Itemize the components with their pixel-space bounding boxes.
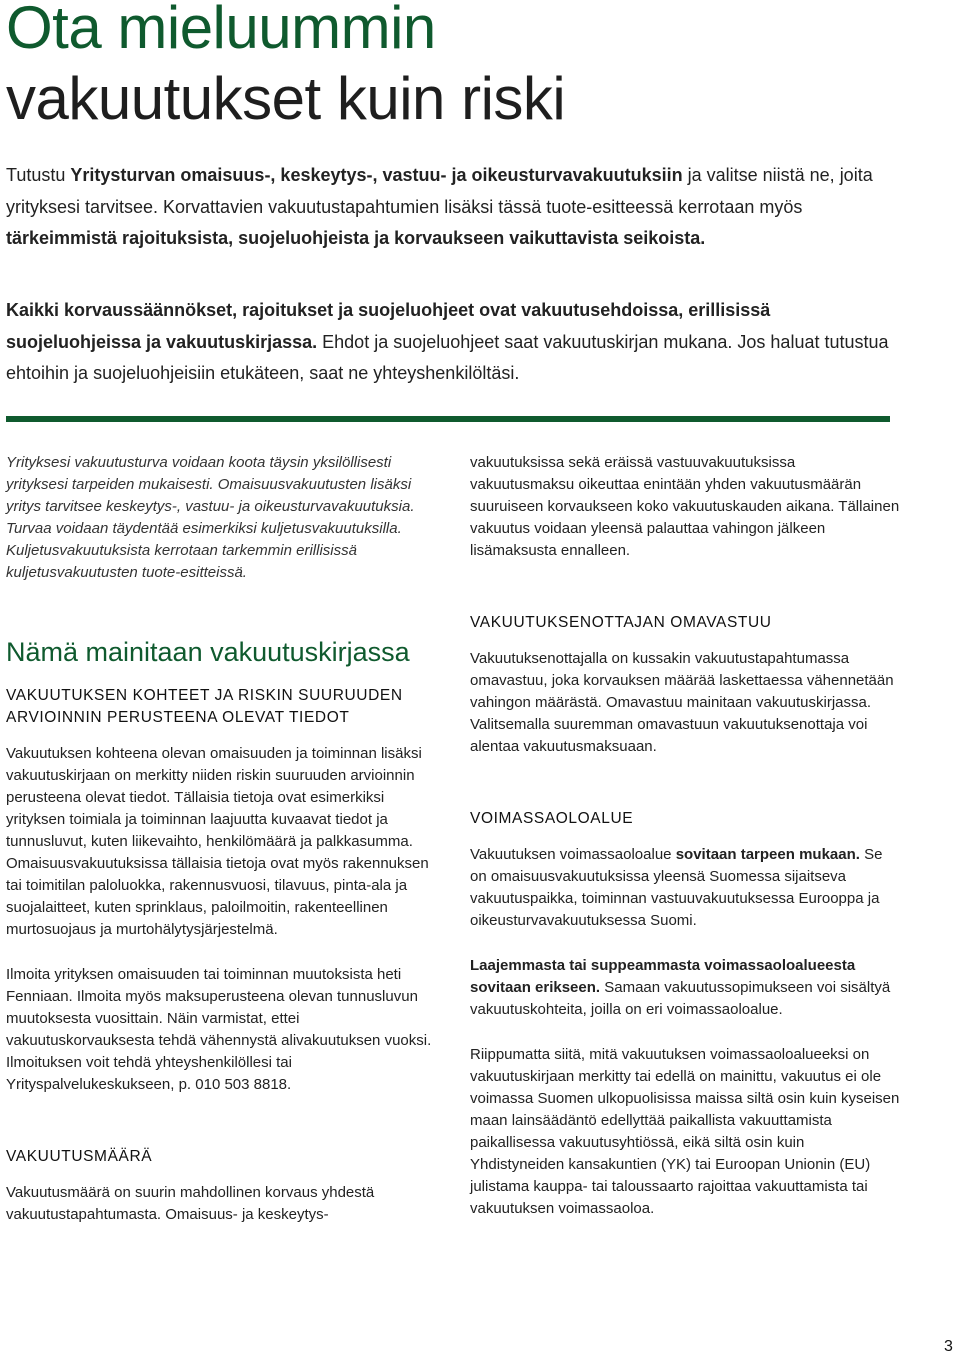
section-heading: Nämä mainitaan vakuutuskirjassa	[6, 637, 410, 667]
body-paragraph: Vakuutusmäärä on suurin mahdollinen korvaus yhdestä vakuutustapahtumasta. Omaisuus- ja keskeytys-	[6, 1184, 375, 1223]
body-paragraph: Ilmoita yrityksen omaisuuden tai toiminnan muutoksista heti Fenniaan. Ilmoita myös maksuperusteena olevan tunnusluvun muutoksesta vuosittain. Näin varmistat, ettei vakuutuskorvauksesta tehdä vähennystä alivakuutuksen vuoksi. Ilmoituksen voit tehdä yhteyshenkilöllesi tai Yrityspalvelukeskukseen, p. 010 503 8818.	[6, 966, 432, 1093]
body-paragraph: Vakuutuksenottajalla on kussakin vakuutustapahtumassa omavastuu, joka korvauksen määrää laskettaessa vähennetään vahingon määrästä. Omavastuu mainitaan vakuutuskirjassa. Valitsemalla suuremman omavastuun vakuutuksenottaja voi alentaa vakuutusmaksuaan.	[470, 650, 894, 755]
body-emphasis: Laajemmasta tai suppeammasta voimassaoloalueesta sovitaan erikseen.	[470, 957, 856, 996]
body-paragraph: Vakuutuksen kohteena olevan omaisuuden ja toiminnan lisäksi vakuutuskirjaan on merkitty niiden riskin suuruuden arvioinnin perusteena olevat tiedot. Tällaisia tietoja ovat esimerkiksi yrityksen toimiala ja toiminnan laajuutta kuvaavat tiedot ja tunnusluvut, kuten liikevaihto, henkilömäärä ja palkkasumma. Omaisuusvakuutuksissa tällaisia tietoja ovat myös rakennuksen tai toimitilan paloluokka, rakennusvuosi, tilavuus, pinta-ala ja suojalaitteet, kuten sprinklaus, paloilmoitin, rakenteellinen murtosuojaus ja murtohälytysjärjestelmä.	[6, 745, 429, 938]
lead-paragraph: Yrityksesi vakuutusturva voidaan koota täysin yksilöllisesti yrityksesi tarpeiden mukaisesti. Omaisuusvakuutusten lisäksi yritys tarvitsee keskeytys-, vastuu- ja oikeusturvavakuutuksia. Turvaa voidaan täydentää esimerkiksi kuljetusvakuutuksilla. Kuljetusvakuutuksista kerrotaan tarkemmin erillisissä kuljetusvakuutusten tuote-esitteissä.	[6, 454, 415, 581]
subsection-title: VOIMASSAOLOALUE	[470, 810, 634, 827]
intro-text: Ehdot ja suojeluohjeet saat vakuutuskirjan mukana. Jos haluat tutustua ehtoihin ja suojeluohjeisiin etukäteen, saat ne yhteyshenkilöltäsi.	[6, 331, 889, 383]
body-paragraph: vakuutuksissa sekä eräissä vastuuvakuutuksissa vakuutusmaksu oikeuttaa enintään yhden vakuutusmäärän suuruiseen korvaukseen koko vakuutuskauden aikana. Tällainen vakuutus voidaan yleensä palauttaa vahingon jälkeen lisämaksusta ennalleen.	[470, 454, 900, 559]
body-paragraph: Riippumatta siitä, mitä vakuutuksen voimassaoloalueeksi on vakuutuskirjaan merkitty tai edellä on mainittu, vakuutus ei ole voimassa Suomen ulkopuolisissa maissa siltä osin kuin kyseisen maan lainsäädäntö edellyttää paikallista vakuuttamista paikallisessa vakuutusyhtiössä, eikä siltä osin kuin Yhdistyneiden kansakuntien (YK) tai Euroopan Unionin (EU) julistama kauppa- tai taloussaarto rajoittaa vakuuttamista tai vakuutuksen voimassaoloa.	[470, 1046, 900, 1217]
body-paragraph	[470, 844, 900, 932]
left-column	[6, 452, 436, 1226]
intro-emphasis: tärkeimmistä rajoituksista, suojeluohjeista ja korvaukseen vaikuttavista seikoista.	[6, 228, 706, 248]
title-line-1: Ota mieluummin	[6, 0, 436, 61]
body-text: Samaan vakuutussopimukseen voi sisältyä vakuutuskohteita, joilla on eri voimassaoloalue.	[470, 979, 891, 1018]
intro-emphasis: Kaikki korvaussäännökset, rajoitukset ja suojeluohjeet ovat vakuutusehdoissa, erillisissä suojeluohjeissa ja vakuutuskirjassa.	[6, 300, 771, 352]
subsection-title: VAKUUTUSMÄÄRÄ	[6, 1148, 153, 1165]
body-paragraph	[470, 955, 900, 1021]
intro-paragraph-1	[6, 160, 906, 255]
intro-emphasis: Yritysturvan omaisuus-, keskeytys-, vastuu- ja oikeusturvavakuutuksiin	[70, 165, 683, 185]
page-number: 3	[944, 1338, 953, 1355]
page-title	[6, 0, 565, 134]
intro-paragraph-2	[6, 295, 906, 390]
body-emphasis: sovitaan tarpeen mukaan.	[675, 846, 860, 863]
body-text: Vakuutuksen voimassaoloalue	[470, 846, 676, 863]
subsection-title: VAKUUTUKSEN KOHTEET JA RISKIN SUURUUDEN ARVIOINNIN PERUSTEENA OLEVAT TIEDOT	[6, 687, 403, 726]
section-divider	[6, 416, 890, 422]
title-line-2: vakuutukset kuin riski	[6, 65, 566, 132]
intro-text: ja valitse niistä ne, joita yrityksesi tarvitsee. Korvattavien vakuutustapahtumien lisäksi tässä tuote-esitteessä kerrotaan myös	[6, 165, 873, 217]
right-column	[470, 452, 900, 1220]
subsection-title: VAKUUTUKSENOTTAJAN OMAVASTUU	[470, 614, 772, 631]
body-text: Se on omaisuusvakuutuksissa yleensä Suomessa sijaitseva vakuutuspaikka, toiminnan vastuuvakuutuksessa Eurooppa ja oikeusturvavakuutuksessa Suomi.	[470, 846, 883, 929]
intro-text: Tutustu	[6, 165, 71, 185]
